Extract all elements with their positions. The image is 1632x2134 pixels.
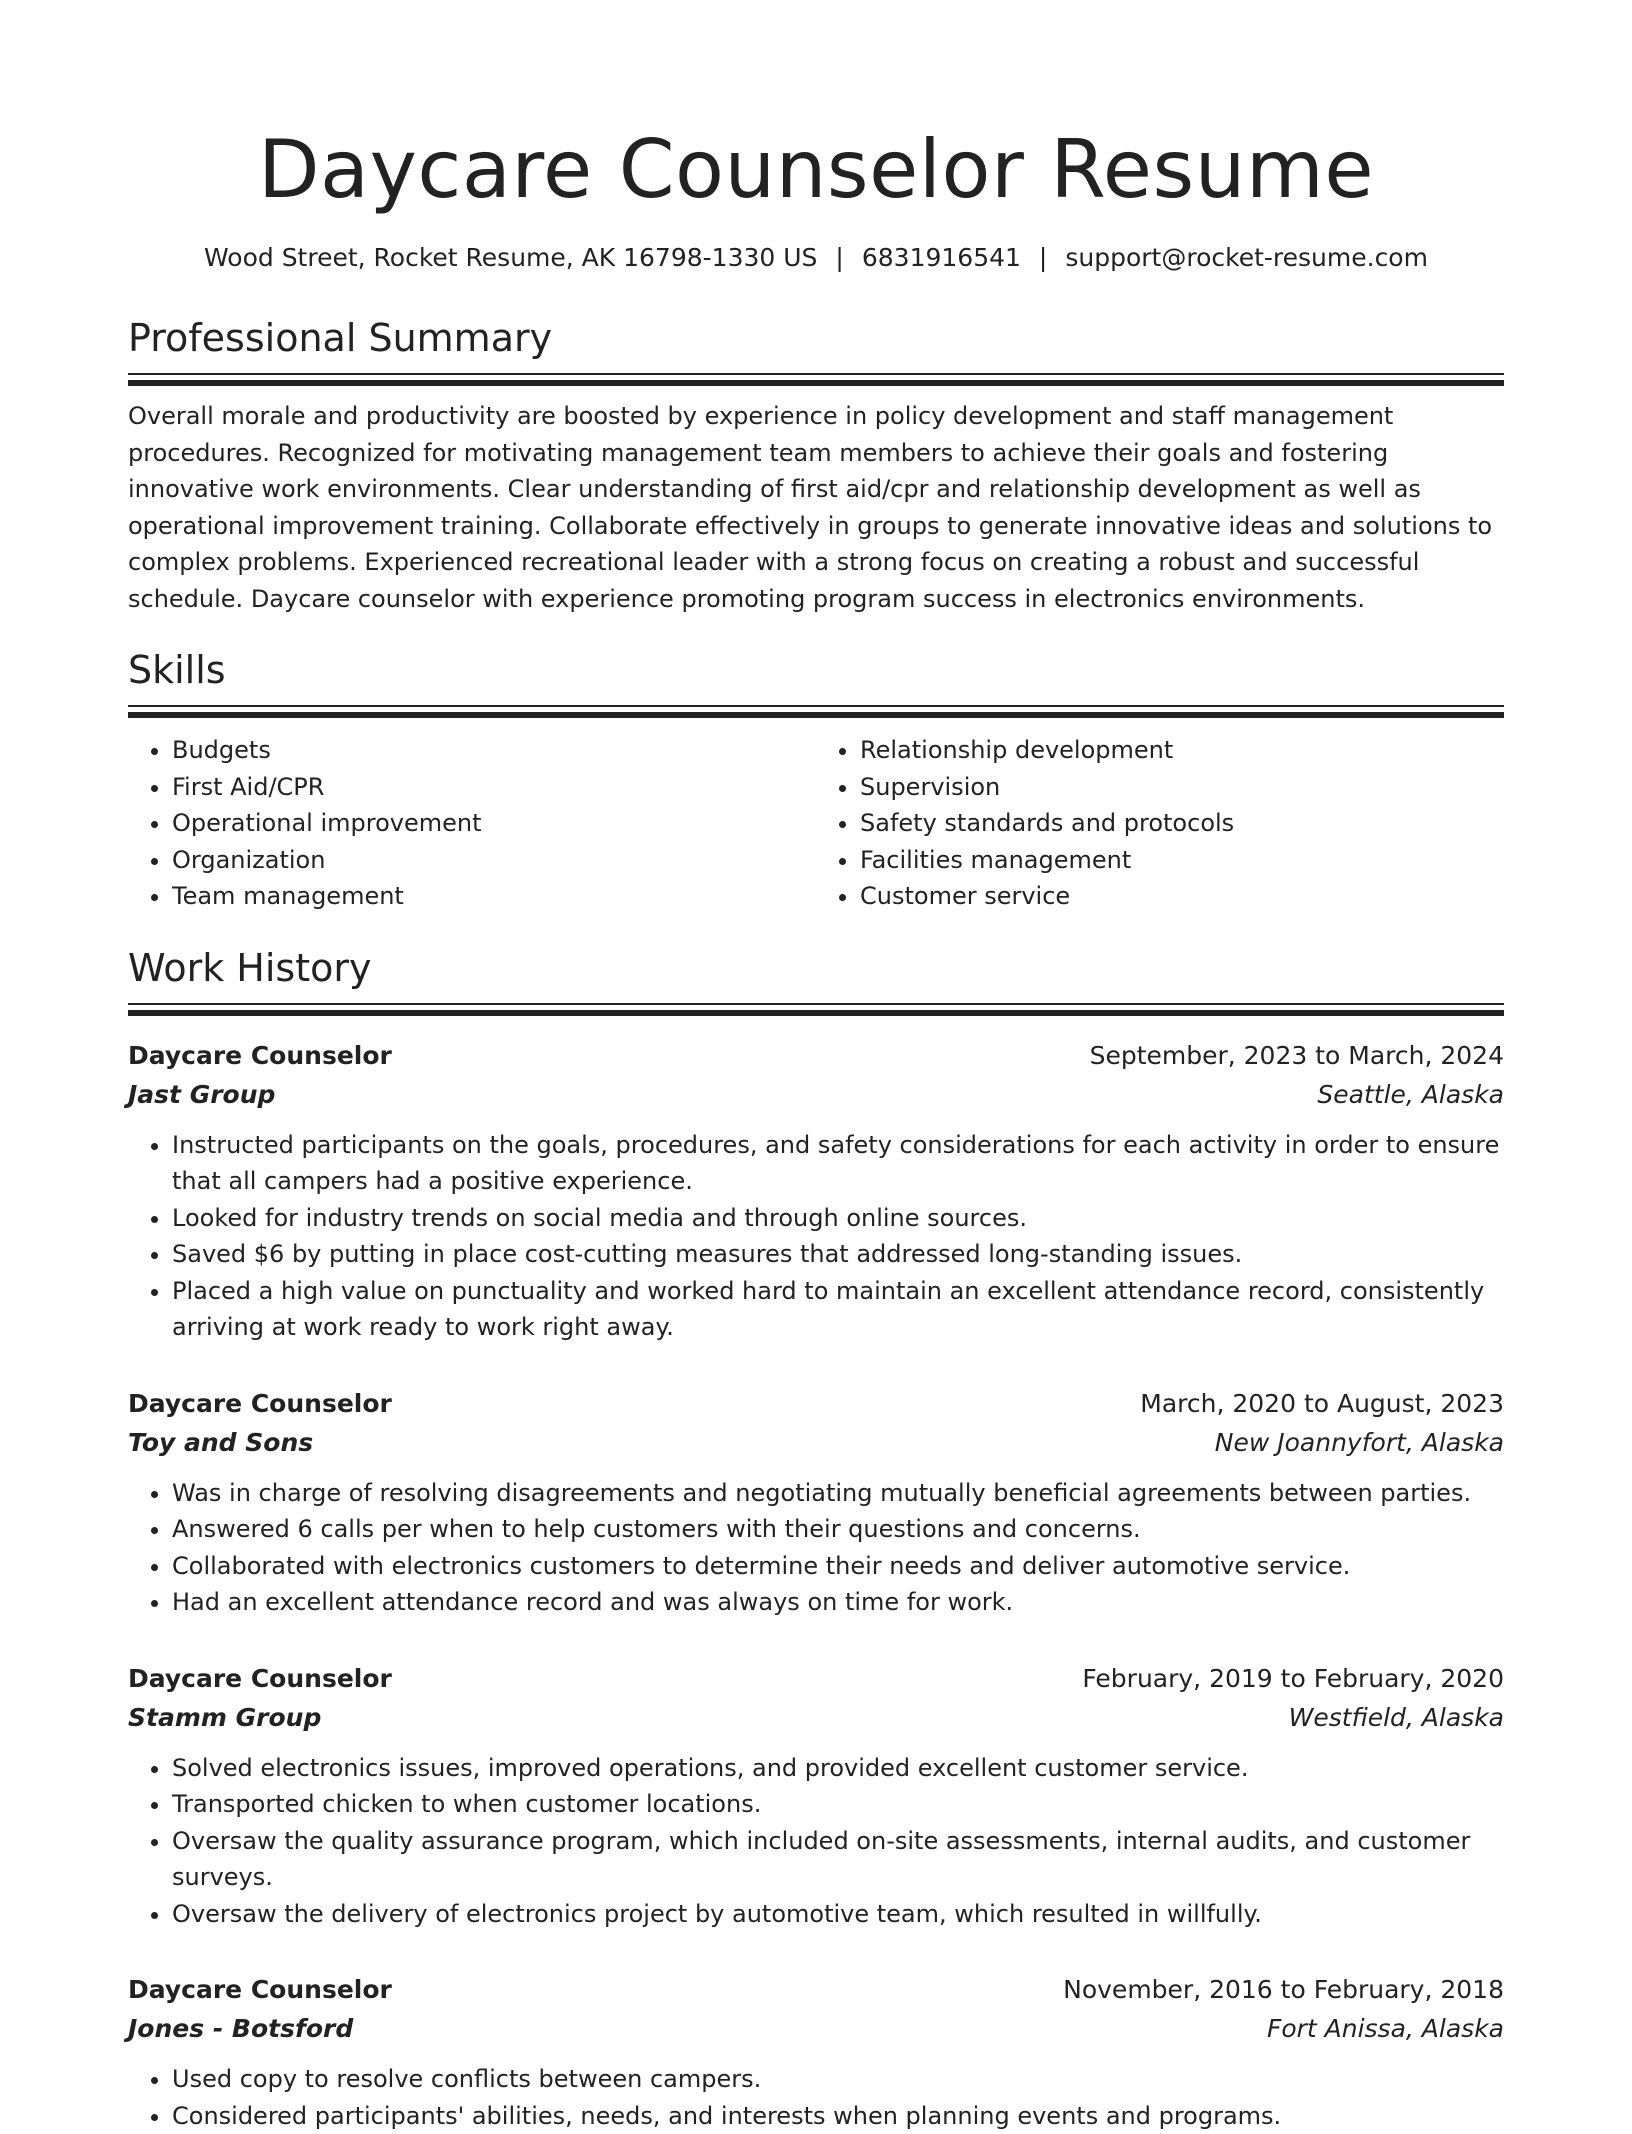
professional-summary-section (128, 313, 1504, 617)
job-dates: February, 2019 to February, 2020 (1082, 1659, 1504, 1698)
contact-line (128, 240, 1504, 276)
job-dates: March, 2020 to August, 2023 (1140, 1384, 1504, 1423)
job-title: Daycare Counselor (128, 1384, 392, 1423)
job-dates: September, 2023 to March, 2024 (1090, 1036, 1504, 1075)
job-bullet: • Considered participants' abilities, needs, and interests when planning events and programs. (172, 2098, 1504, 2134)
contact-email: support@rocket-resume.com (1065, 243, 1428, 272)
job-title: Daycare Counselor (128, 1659, 392, 1698)
work-history-section (128, 943, 1504, 2134)
job-title: Daycare Counselor (128, 1970, 392, 2009)
contact-address: Wood Street, Rocket Resume, AK 16798-1330 US (204, 243, 817, 272)
section-divider (128, 705, 1504, 718)
job-bullet: • Collaborated with electronics customers to determine their needs and deliver automotive service. (172, 1548, 1504, 1585)
job-bullet: • Transported chicken to when customer locations. (172, 1786, 1504, 1823)
job-bullet: • Used copy to resolve conflicts between campers. (172, 2061, 1504, 2098)
job-entry (128, 1036, 1504, 1346)
skill-item: • Supervision (860, 769, 1504, 806)
job-entry (128, 1970, 1504, 2134)
job-location: New Joannyfort, Alaska (1215, 1423, 1504, 1462)
contact-phone: 6831916541 (862, 243, 1021, 272)
job-entry (128, 1384, 1504, 1621)
skills-column-left (128, 732, 816, 915)
job-bullet: • Oversaw the delivery of electronics project by automotive team, which resulted in willfully. (172, 1896, 1504, 1933)
job-entry (128, 1659, 1504, 1933)
resume-page (128, 0, 1504, 2134)
skill-item: • Safety standards and protocols (860, 805, 1504, 842)
skill-item: • First Aid/CPR (172, 769, 816, 806)
job-location: Seattle, Alaska (1317, 1075, 1504, 1114)
job-company: Jast Group (128, 1075, 275, 1114)
job-bullet: • Was in charge of resolving disagreements and negotiating mutually beneficial agreements between parties. (172, 1475, 1504, 1512)
contact-separator: | (835, 240, 843, 276)
job-dates: November, 2016 to February, 2018 (1063, 1970, 1504, 2009)
job-bullets (128, 1127, 1504, 1346)
job-location: Fort Anissa, Alaska (1267, 2009, 1504, 2048)
job-bullets (128, 1750, 1504, 1933)
section-heading-skills: Skills (128, 645, 1504, 695)
resume-title: Daycare Counselor Resume (128, 118, 1504, 222)
section-heading-work-history: Work History (128, 943, 1504, 993)
job-bullet: • Placed a high value on punctuality and worked hard to maintain an excellent attendance record, consistently arriving at work ready to work right away. (172, 1273, 1504, 1346)
contact-separator: | (1039, 240, 1047, 276)
job-title: Daycare Counselor (128, 1036, 392, 1075)
job-bullet: • Solved electronics issues, improved operations, and provided excellent customer service. (172, 1750, 1504, 1787)
skill-item: • Budgets (172, 732, 816, 769)
skill-item: • Relationship development (860, 732, 1504, 769)
job-bullet: • Answered 6 calls per when to help customers with their questions and concerns. (172, 1511, 1504, 1548)
job-bullet: • Had an excellent attendance record and was always on time for work. (172, 1584, 1504, 1621)
job-company: Stamm Group (128, 1698, 321, 1737)
summary-text: Overall morale and productivity are boosted by experience in policy development and staff management procedures. Recognized for motivating management team members to achieve their goals and fostering innovative work environments. Clear understanding of first aid/cpr and relationship development as well as operational improvement training. Collaborate effectively in groups to generate innovative ideas and solutions to complex problems. Experienced recreational leader with a strong focus on creating a robust and successful schedule. Daycare counselor with experience promoting program success in electronics environments. (128, 398, 1504, 617)
job-location: Westfield, Alaska (1289, 1698, 1504, 1737)
job-bullet: • Instructed participants on the goals, procedures, and safety considerations for each activity in order to ensure that all campers had a positive experience. (172, 1127, 1504, 1200)
job-company: Toy and Sons (128, 1423, 313, 1462)
job-bullet: • Oversaw the quality assurance program, which included on-site assessments, internal audits, and customer surveys. (172, 1823, 1504, 1896)
job-bullet: • Saved $6 by putting in place cost-cutting measures that addressed long-standing issues. (172, 1236, 1504, 1273)
job-bullets (128, 2061, 1504, 2134)
skill-item: • Organization (172, 842, 816, 879)
section-divider (128, 373, 1504, 386)
skills-column-right (816, 732, 1504, 915)
skill-item: • Customer service (860, 878, 1504, 915)
section-heading-summary: Professional Summary (128, 313, 1504, 363)
skills-section (128, 645, 1504, 915)
job-bullet: • Looked for industry trends on social media and through online sources. (172, 1200, 1504, 1237)
section-divider (128, 1003, 1504, 1016)
skill-item: • Team management (172, 878, 816, 915)
job-company: Jones - Botsford (128, 2009, 353, 2048)
skill-item: • Facilities management (860, 842, 1504, 879)
job-bullets (128, 1475, 1504, 1621)
skill-item: • Operational improvement (172, 805, 816, 842)
skills-list (128, 732, 1504, 915)
